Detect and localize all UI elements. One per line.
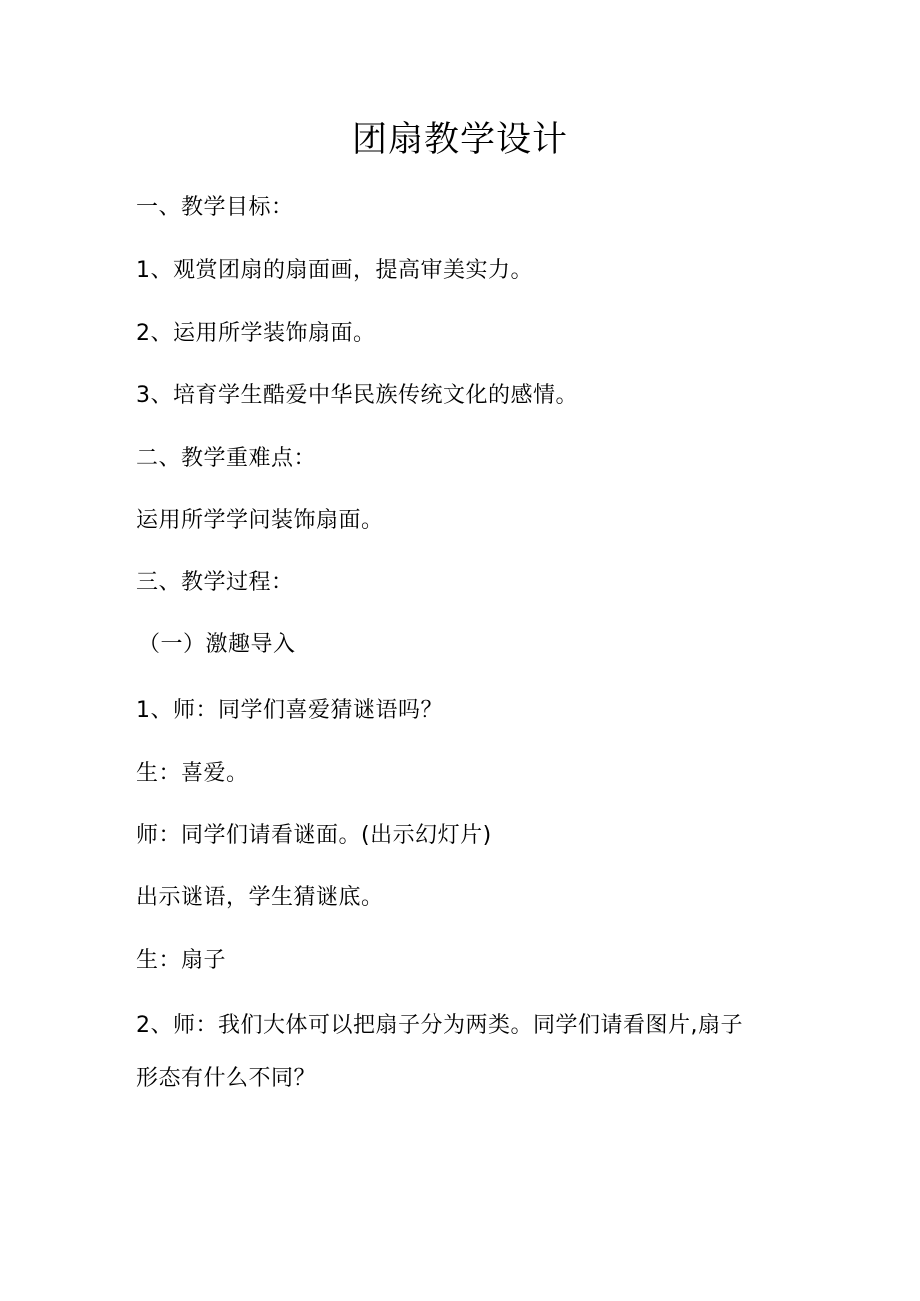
key-point-text: 运用所学学问装饰扇面。 — [136, 508, 384, 533]
dialogue-line: 生：喜爱。 — [136, 761, 249, 786]
section-heading-key-points: 二、教学重难点： — [136, 446, 317, 471]
section-heading-process: 三、教学过程： — [136, 570, 294, 595]
document-title: 团扇教学设计 — [351, 120, 568, 160]
section-heading-goals: 一、教学目标： — [136, 195, 294, 220]
dialogue-line: 生：扇子 — [136, 948, 227, 973]
goal-item-2: 2、运用所学装饰扇面。 — [136, 321, 376, 346]
dialogue-line-continued: 形态有什么不同？ — [136, 1066, 317, 1091]
dialogue-line: 1、师：同学们喜爱猜谜语吗？ — [136, 698, 443, 723]
dialogue-line: 出示谜语，学生猜谜底。 — [136, 885, 384, 910]
goal-item-1: 1、观赏团扇的扇面画，提高审美实力。 — [136, 258, 533, 283]
goal-item-3: 3、培育学生酷爱中华民族传统文化的感情。 — [136, 383, 578, 408]
dialogue-line: 2、师：我们大体可以把扇子分为两类。同学们请看图片,扇子 — [136, 1013, 743, 1038]
subsection-heading-intro: （一）激趣导入 — [138, 632, 296, 657]
dialogue-line: 师：同学们请看谜面。(出示幻灯片) — [136, 823, 492, 848]
